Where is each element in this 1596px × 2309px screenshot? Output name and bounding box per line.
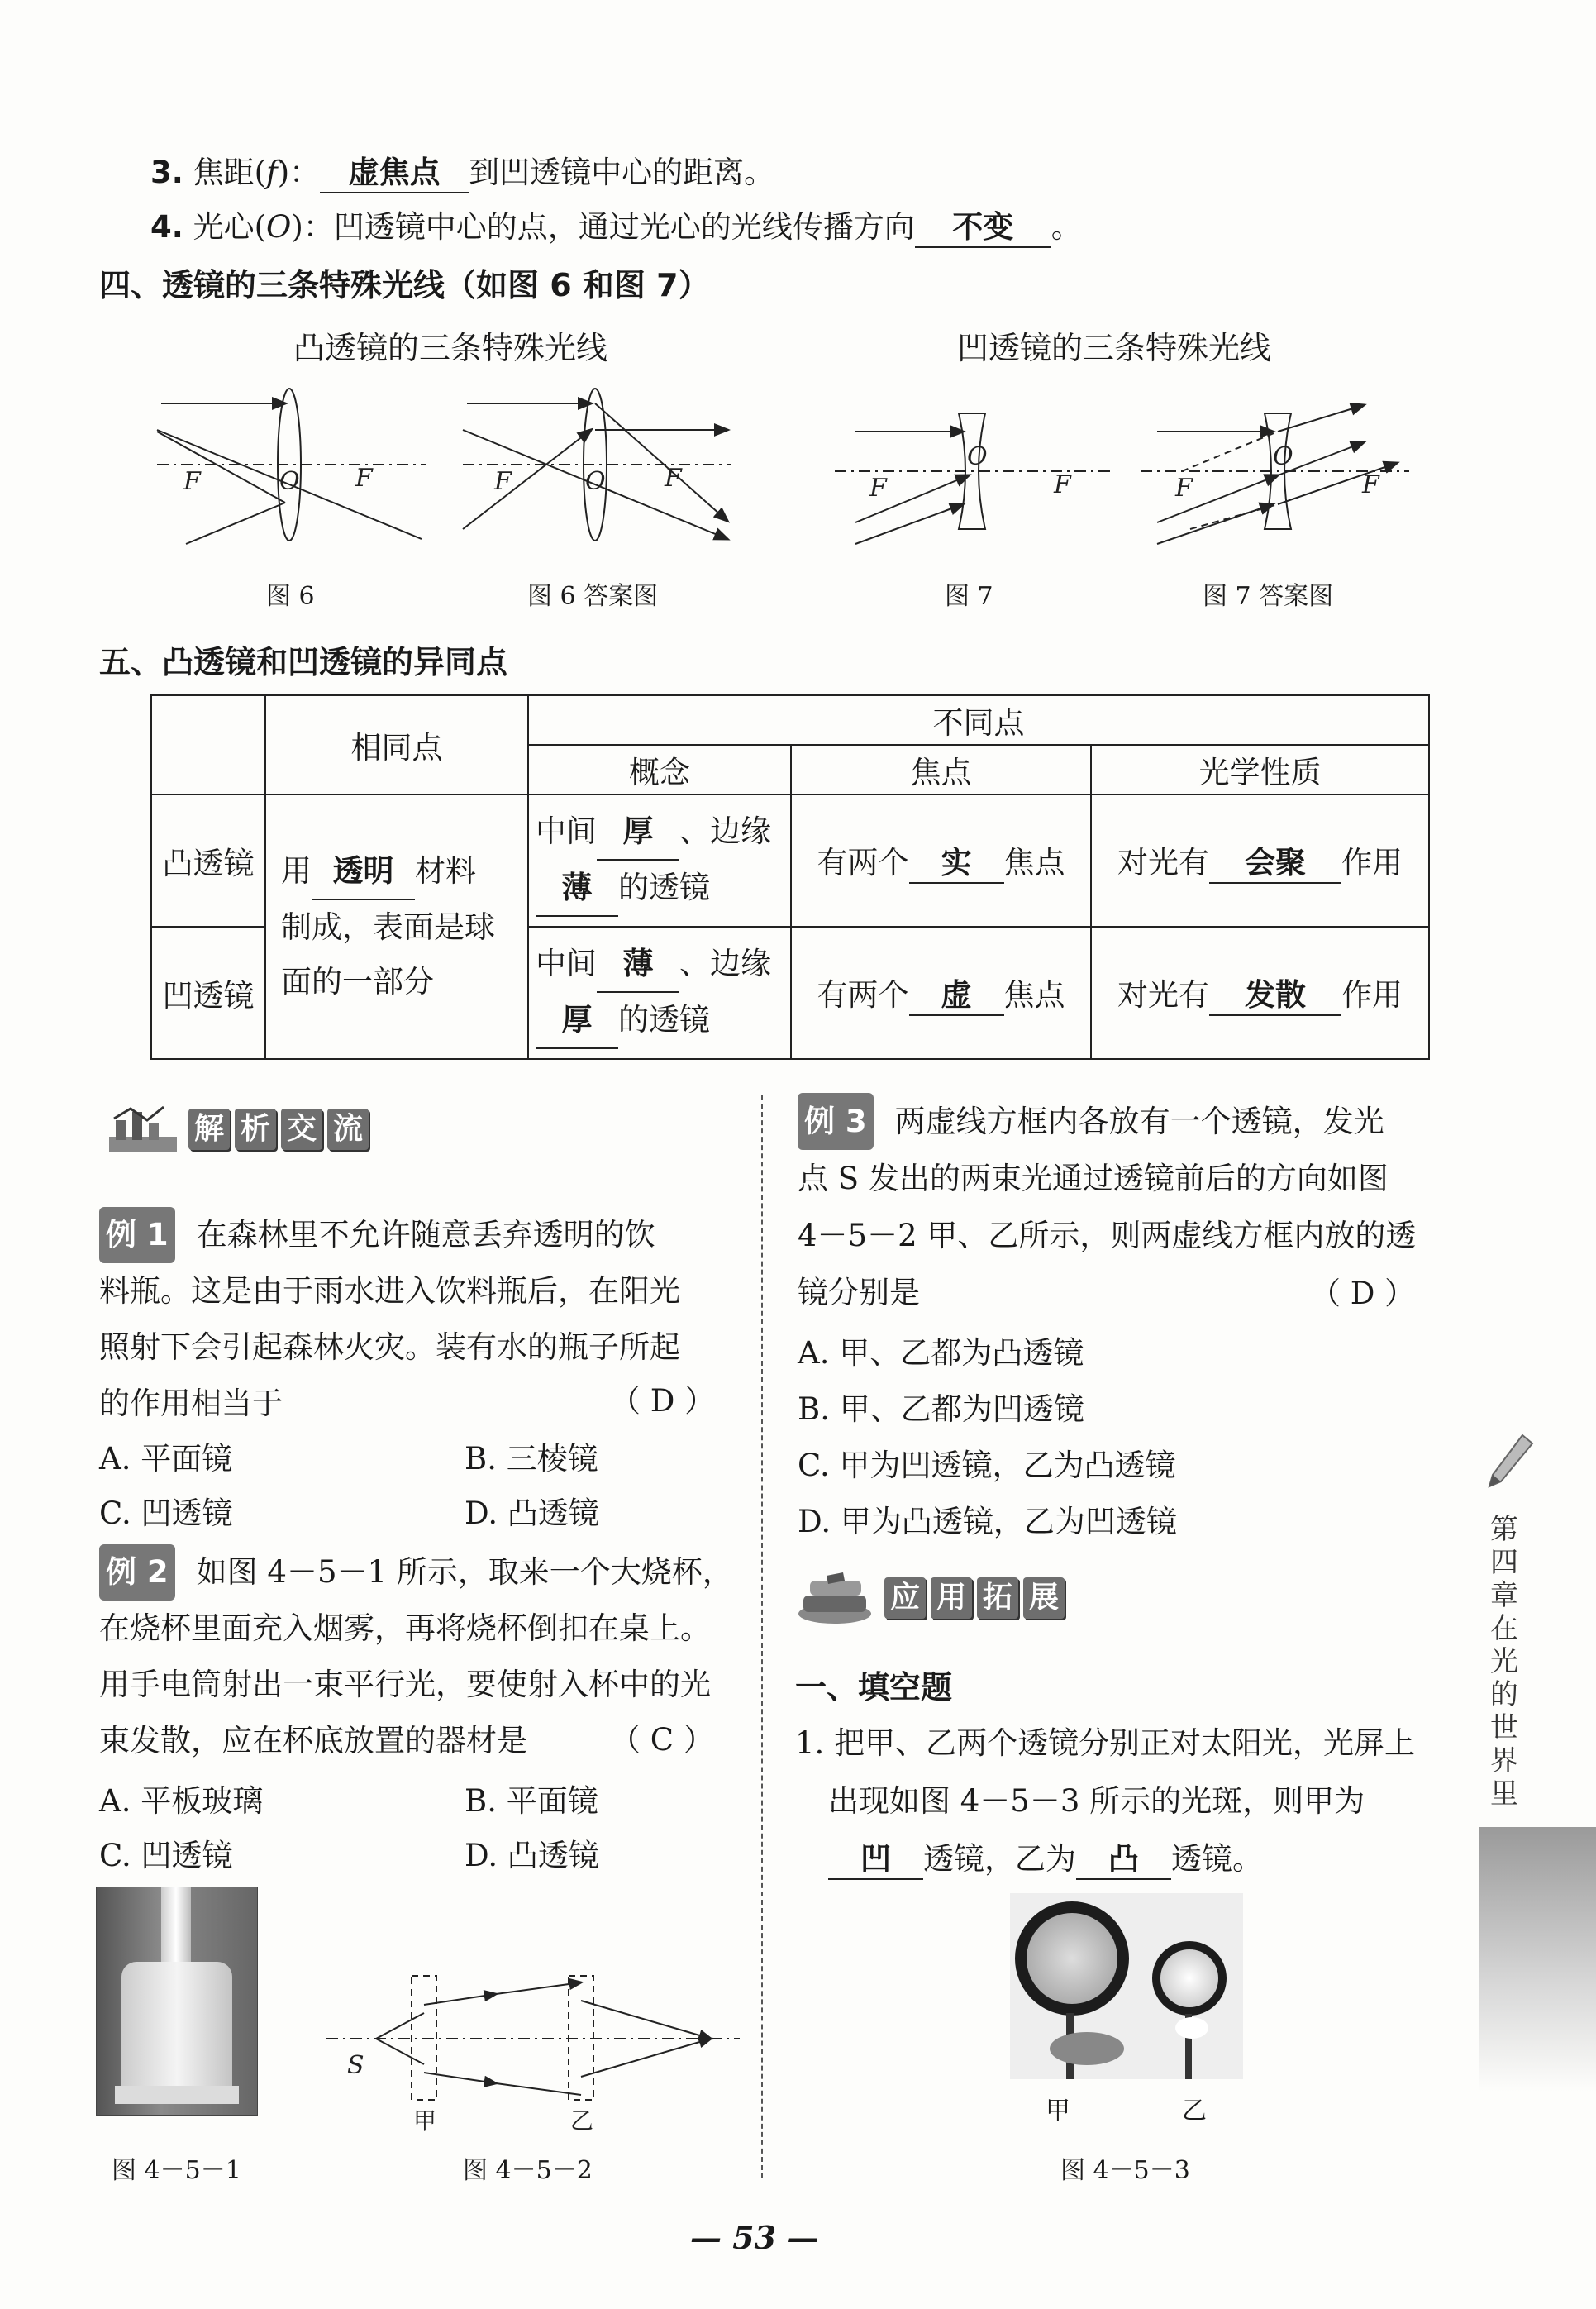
banner-application: 应 用 拓 展	[793, 1571, 1070, 1625]
svg-text:F: F	[869, 474, 887, 503]
section-5-title: 五、凸透镜和凹透镜的异同点	[99, 644, 508, 680]
svg-text:F: F	[1175, 474, 1193, 503]
ex1-option-d: D. 凸透镜	[465, 1496, 599, 1531]
side-gradient-bar	[1479, 1827, 1596, 2092]
ex2-option-a: A. 平板玻璃	[99, 1783, 264, 1819]
page-number: — 53 —	[690, 2219, 819, 2256]
convex-title: 凸透镜的三条特殊光线	[293, 330, 608, 366]
example-1-answer: （ D ）	[610, 1383, 716, 1419]
svg-text:O: O	[1273, 442, 1293, 471]
ray-diagrams	[0, 364, 1596, 554]
caption-fig6-answer: 图 6 答案图	[527, 582, 659, 611]
convex-focus: 有两个 实 焦点	[791, 794, 1091, 927]
ex2-option-c: C. 凹透镜	[99, 1838, 233, 1873]
beaker-photo	[96, 1887, 258, 2116]
svg-text:O: O	[967, 442, 988, 471]
svg-text:S: S	[347, 2051, 364, 2080]
fig6-answer-diagram	[463, 389, 731, 541]
concave-title: 凹透镜的三条特殊光线	[957, 330, 1272, 366]
caption-fig6: 图 6	[266, 582, 315, 611]
ex3-option-c: C. 甲为凹透镜，乙为凸透镜	[798, 1448, 1176, 1483]
ex1-option-b: B. 三棱镜	[465, 1441, 598, 1477]
svg-text:O: O	[585, 467, 606, 496]
example-3: 例 3 两虚线方框内各放有一个透镜，发光 点 S 发出的两束光通过透镜前后的方向如图 4－5－2 甲、乙所示，则两虚线方框内放的透 镜分别是	[798, 1093, 1416, 1321]
pencil-icon	[1479, 1430, 1537, 1500]
svg-text:甲: 甲	[413, 2107, 437, 2133]
answer-blank: 虚焦点	[320, 147, 469, 193]
banner-analysis: 解 析 交 流	[106, 1104, 374, 1155]
lens-label-jia: 甲	[1046, 2097, 1070, 2125]
fill-q1-line3: 凹 透镜，乙为 凸 透镜。	[828, 1834, 1263, 1880]
caption-fig7: 图 7	[945, 582, 993, 611]
svg-text:F: F	[183, 467, 201, 496]
ex3-option-d: D. 甲为凸透镜，乙为凹透镜	[798, 1504, 1177, 1539]
svg-text:F: F	[1362, 470, 1379, 499]
caption-4-5-3: 图 4－5－3	[1060, 2156, 1190, 2185]
caption-4-5-2: 图 4－5－2	[463, 2156, 593, 2185]
fig6-diagram	[157, 389, 426, 544]
header-focus: 焦点	[791, 745, 1091, 794]
convex-optical: 对光有 会聚 作用	[1091, 794, 1429, 927]
fill-q1-line1: 1. 把甲、乙两个透镜分别正对太阳光，光屏上	[795, 1725, 1416, 1761]
fill-q1-line2: 出现如图 4－5－3 所示的光斑，则甲为	[828, 1783, 1365, 1819]
svg-text:O: O	[279, 467, 300, 496]
ex3-option-a: A. 甲、乙都为凸透镜	[798, 1335, 1084, 1371]
concave-focus: 有两个 虚 焦点	[791, 927, 1091, 1059]
example-1: 例 1 在森林里不允许随意丢弃透明的饮 料瓶。这是由于雨水进入饮料瓶后，在阳光 照射下会引起森林火灾。装有水的瓶子所起 的作用相当于	[99, 1207, 680, 1432]
column-divider	[761, 1095, 763, 2178]
fig-4-5-2	[322, 1968, 744, 2133]
comparison-table	[150, 694, 1430, 1060]
lens-photo	[1010, 1893, 1243, 2079]
convex-concept: 中间 厚 、边缘 薄 的透镜	[528, 794, 791, 927]
example-3-answer: （ D ）	[1310, 1276, 1416, 1311]
ex2-option-b: B. 平面镜	[465, 1783, 598, 1819]
row-concave-name: 凹透镜	[151, 927, 265, 1059]
chapter-side-tab: 第四章 在光的世界里	[1490, 1513, 1518, 1810]
svg-text:F: F	[1054, 470, 1071, 499]
ex2-option-d: D. 凸透镜	[465, 1838, 599, 1873]
example-2: 例 2 如图 4－5－1 所示，取来一个大烧杯， 在烧杯里面充入烟雾，再将烧杯倒扣在桌上。 用手电筒射出一束平行光，要使射入杯中的光 束发散，应在杯底放置的器材是	[99, 1544, 733, 1769]
svg-text:乙: 乙	[570, 2107, 594, 2133]
section-4-title: 四、透镜的三条特殊光线（如图 6 和图 7）	[99, 267, 710, 303]
ex3-option-b: B. 甲、乙都为凹透镜	[798, 1391, 1084, 1427]
svg-text:F: F	[665, 464, 682, 493]
concave-optical: 对光有 发散 作用	[1091, 927, 1429, 1059]
lens-label-yi: 乙	[1182, 2097, 1207, 2125]
header-optical: 光学性质	[1091, 745, 1429, 794]
chart-icon	[106, 1104, 180, 1155]
caption-fig7-answer: 图 7 答案图	[1203, 582, 1334, 611]
answer-blank: 不变	[915, 202, 1051, 248]
example-2-answer: （ C ）	[610, 1722, 714, 1758]
item-4: 4. 光心(O)：凹透镜中心的点，通过光心的光线传播方向 不变 。	[150, 202, 1082, 248]
item-3: 3. 焦距(f)： 虚焦点 到凹透镜中心的距离。	[150, 147, 774, 193]
same-cell: 用 透明 材料 制成，表面是球 面的一部分	[265, 794, 528, 1059]
header-diff: 不同点	[528, 695, 1429, 745]
ex1-option-c: C. 凹透镜	[99, 1496, 233, 1531]
header-same: 相同点	[265, 695, 528, 794]
caption-4-5-1: 图 4－5－1	[112, 2156, 241, 2185]
fill-title: 一、填空题	[795, 1669, 953, 1706]
row-convex-name: 凸透镜	[151, 794, 265, 927]
books-icon	[793, 1571, 876, 1625]
concave-concept: 中间 薄 、边缘 厚 的透镜	[528, 927, 791, 1059]
svg-text:F: F	[355, 464, 373, 493]
ex1-option-a: A. 平面镜	[99, 1441, 233, 1477]
header-concept: 概念	[528, 745, 791, 794]
svg-text:F: F	[494, 467, 512, 496]
